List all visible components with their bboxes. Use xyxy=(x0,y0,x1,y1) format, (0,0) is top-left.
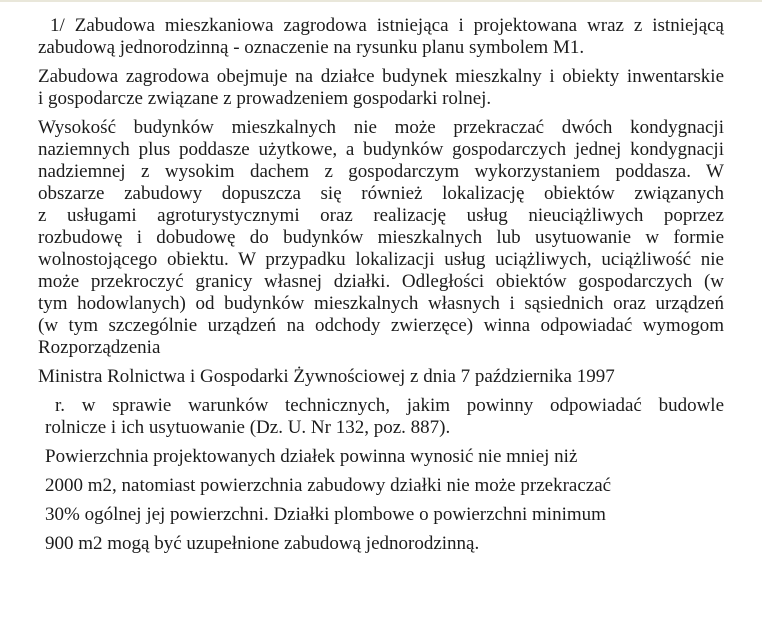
paragraph-plot-area-minimum xyxy=(45,446,724,468)
text-line: r. w sprawie warunków technicznych, jakim powinny odpowiadać budowle xyxy=(55,395,724,416)
text-line: 1/ Zabudowa mieszkaniowa zagrodowa istniejąca i projektowana wraz z istniejącą xyxy=(50,15,724,36)
paragraph-regulation-details xyxy=(45,395,724,439)
text-line: może przekroczyć granicy własnej działki. Odległości obiektów gospodarczych (w xyxy=(38,271,724,292)
paragraph-plot-area-2000 xyxy=(45,475,724,497)
text-line: obszarze zabudowy dopuszcza się również lokalizację obiektów związanych xyxy=(38,183,724,204)
text-line: wolnostojącego obiektu. W przypadku lokalizacji usług uciążliwych, uciążliwość nie xyxy=(38,249,724,270)
text-line: 2000 m2, natomiast powierzchnia zabudowy działki nie może przekraczać xyxy=(45,475,612,496)
text-line: (w tym szczególnie urządzeń na odchody zwierzęce) winna odpowiadać wymogom xyxy=(38,315,724,336)
text-line: Powierzchnia projektowanych działek powinna wynosić nie mniej niż xyxy=(45,446,578,467)
text-line: 30% ogólnej jej powierzchni. Działki plombowe o powierzchni minimum xyxy=(45,504,606,525)
paragraph-m1-designation xyxy=(38,15,724,59)
text-line: Rozporządzenia xyxy=(38,337,161,358)
paragraph-coverage-30-percent xyxy=(45,504,724,526)
text-line: nadziemnej z wysokim dachem z gospodarczym wykorzystaniem poddasza. W xyxy=(38,161,724,182)
text-line: Ministra Rolnictwa i Gospodarki Żywnościowej z dnia 7 października 1997 xyxy=(38,366,615,387)
text-line: rozbudowę i dobudowę do budynków mieszkalnych lub usytuowanie w formie xyxy=(38,227,724,248)
paragraph-minister-reference xyxy=(38,366,724,388)
paragraph-zagrodowa-scope xyxy=(38,66,724,110)
paragraph-building-height-rules xyxy=(38,117,724,359)
text-line: Zabudowa zagrodowa obejmuje na działce budynek mieszkalny i obiekty inwentarskie xyxy=(38,66,724,87)
paragraph-infill-900 xyxy=(45,533,724,555)
text-line: rolnicze i ich usytuowanie (Dz. U. Nr 132, poz. 887). xyxy=(45,417,451,438)
text-line: zabudową jednorodzinną - oznaczenie na rysunku planu symbolem M1. xyxy=(38,37,585,58)
text-line: i gospodarcze związane z prowadzeniem gospodarki rolnej. xyxy=(38,88,492,109)
text-line: tym hodowlanych) od budynków mieszkalnych własnych i sąsiednich oraz urządzeń xyxy=(38,293,724,314)
text-line: 900 m2 mogą być uzupełnione zabudową jednorodzinną. xyxy=(45,533,480,554)
text-line: z usługami agroturystycznymi oraz realizację usług nieuciążliwych poprzez xyxy=(38,205,724,226)
text-line: naziemnych plus poddasze użytkowe, a budynków gospodarczych jednej kondygnacji xyxy=(38,139,724,160)
text-line: Wysokość budynków mieszkalnych nie może przekraczać dwóch kondygnacji xyxy=(38,117,724,138)
